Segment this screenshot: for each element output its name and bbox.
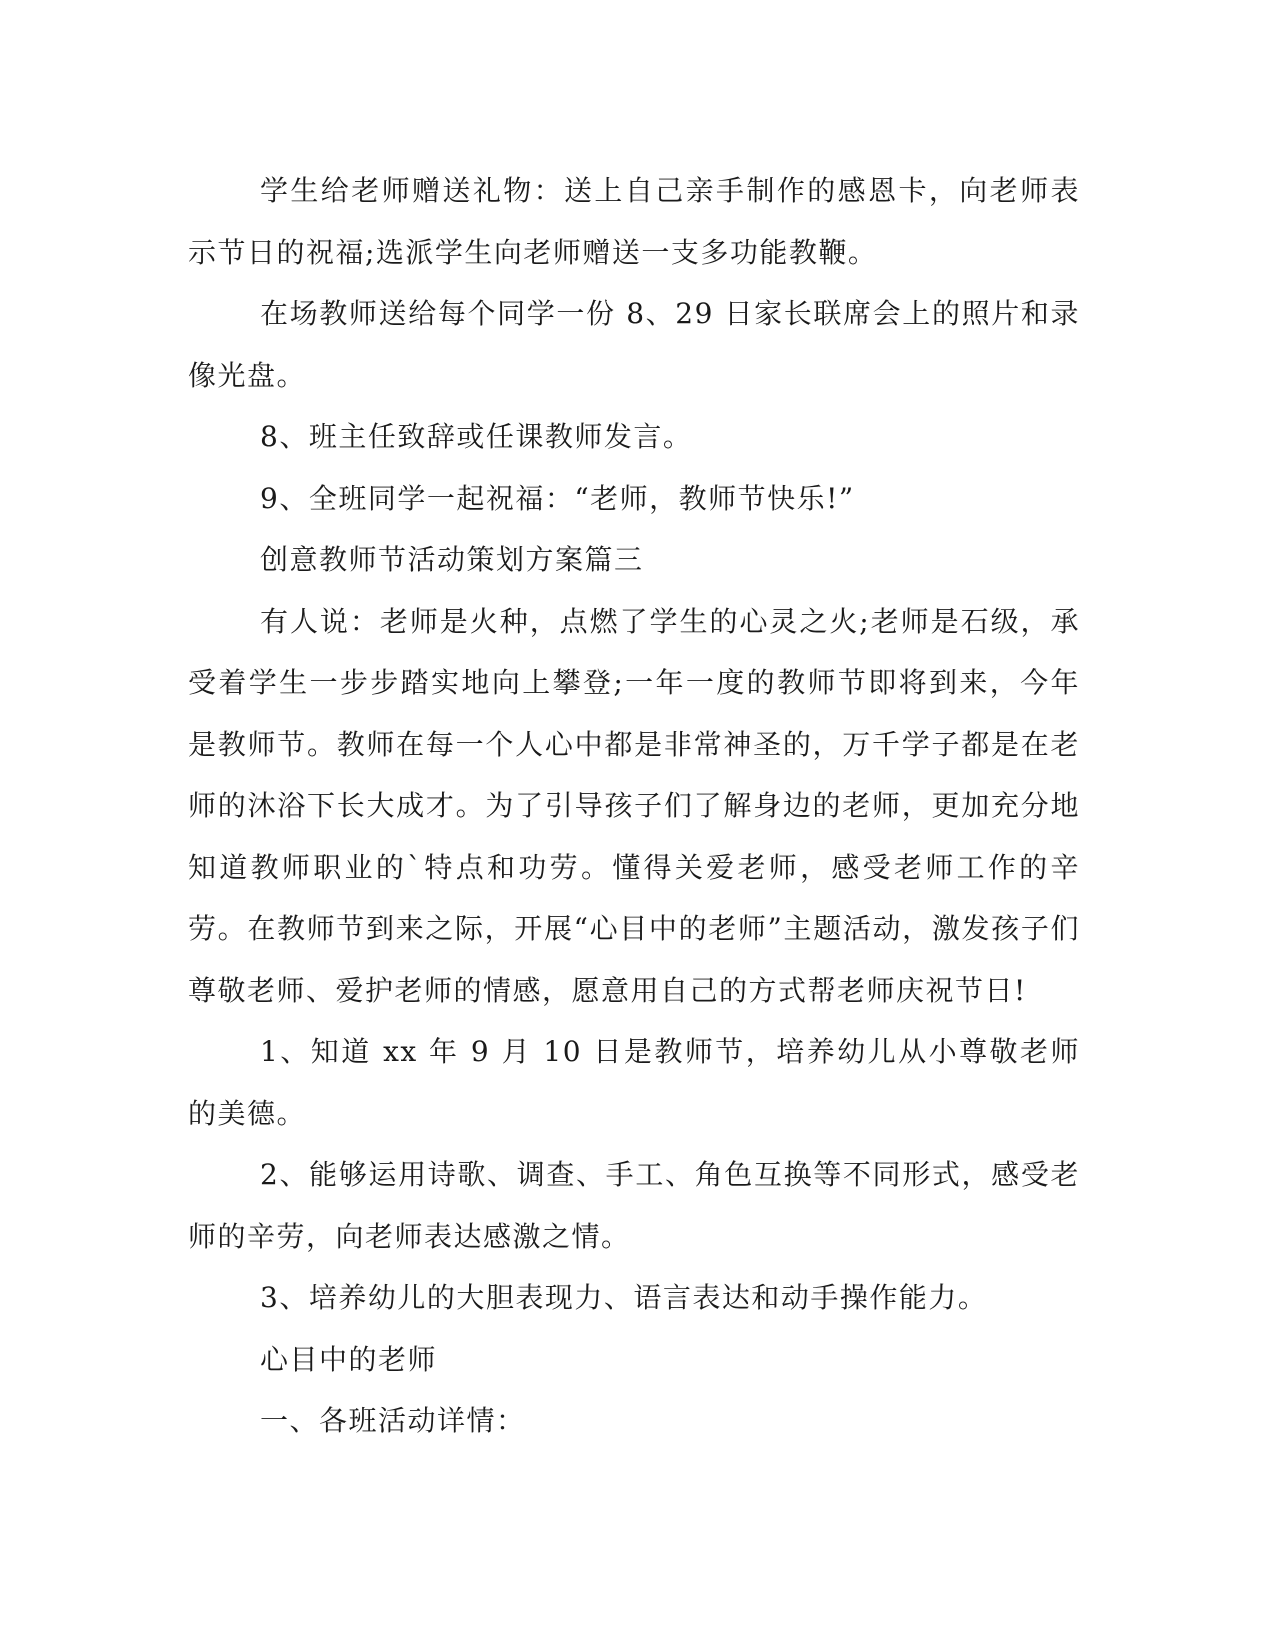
goal-item-2: 2、能够运用诗歌、调查、手工、角色互换等不同形式，感受老师的辛劳，向老师表达感激之情。 (188, 1158, 1080, 1253)
goal-item-3: 3、培养幼儿的大胆表现力、语言表达和动手操作能力。 (260, 1281, 988, 1314)
paragraph-intro: 有人说：老师是火种，点燃了学生的心灵之火;老师是石级，承受着学生一步步踏实地向上攀登;一年一度的教师节即将到来，今年是教师节。教师在每一个人心中都是非常神圣的，万千学子都是在老师的沐浴下长大成才。为了引导孩子们了解身边的老师，更加充分地知道教师职业的`特点和功劳。懂得关爱老师，感受老师工作的辛劳。在教师节到来之际，开展“心目中的老师”主题活动，激发孩子们尊敬老师、爱护老师的情感，愿意用自己的方式帮老师庆祝节日! (188, 604, 1080, 1007)
goal-item-1: 1、知道 xx 年 9 月 10 日是教师节，培养幼儿从小尊敬老师的美德。 (188, 1035, 1080, 1130)
paragraph-gift: 学生给老师赠送礼物：送上自己亲手制作的感恩卡，向老师表示节日的祝福;选派学生向老师赠送一支多功能教鞭。 (188, 174, 1080, 269)
document-body (188, 160, 1080, 1452)
theme-title: 心目中的老师 (260, 1342, 438, 1376)
paragraph-photos: 在场教师送给每个同学一份 8、29 日家长联席会上的照片和录像光盘。 (188, 297, 1080, 392)
class-activities-heading: 一、各班活动详情： (260, 1404, 526, 1437)
section-heading: 创意教师节活动策划方案篇三 (260, 543, 644, 576)
paragraph-item-9: 9、全班同学一起祝福：“老师，教师节快乐!” (260, 481, 855, 515)
paragraph-item-8: 8、班主任致辞或任课教师发言。 (260, 420, 693, 453)
